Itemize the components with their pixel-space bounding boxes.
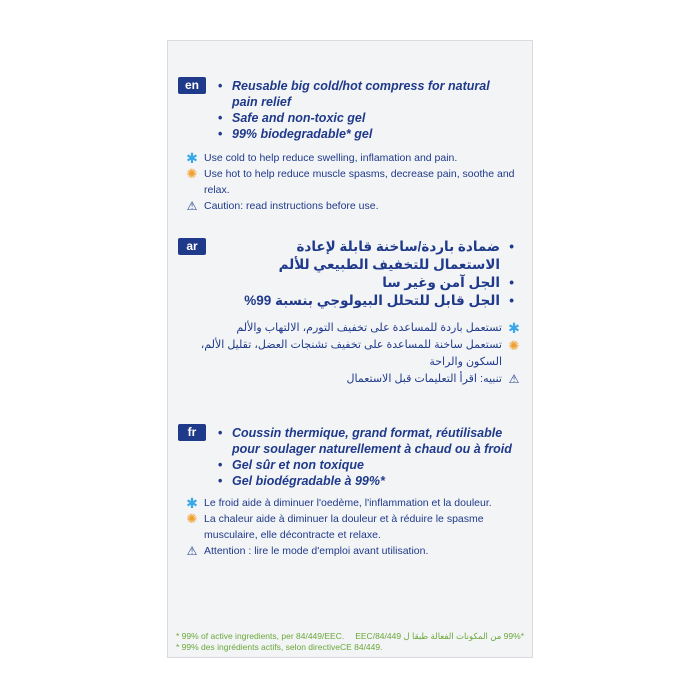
feature-list-en xyxy=(218,78,518,142)
usage-note-warning xyxy=(184,371,522,388)
feature-item: • الجل قابل للتحلل البيولوجي بنسبة 99% xyxy=(234,292,514,310)
warning-triangle-icon: ⚠ xyxy=(508,372,520,386)
note-text: تستعمل باردة للمساعدة على تخفيف التورم، الالتهاب والألم xyxy=(236,322,502,334)
language-badge-en: en xyxy=(178,77,206,94)
usage-notes-ar xyxy=(184,320,522,388)
warning-triangle-icon: ⚠ xyxy=(186,199,198,213)
footnote-fr: * 99% des ingrédients actifs, selon directiveCE 84/449. xyxy=(176,642,383,652)
snowflake-icon: ✱ xyxy=(186,150,198,166)
usage-note-hot xyxy=(184,337,522,371)
feature-item: • Safe and non-toxic gel xyxy=(218,110,518,126)
feature-item: • Reusable big cold/hot compress for natural pain relief xyxy=(218,78,518,110)
note-text: Use cold to help reduce swelling, inflamation and pain. xyxy=(204,152,458,164)
feature-list-fr xyxy=(218,425,522,489)
package-card xyxy=(167,40,533,658)
usage-note-cold xyxy=(184,320,522,337)
note-text: Le froid aide à diminuer l'oedème, l'inflammation et la douleur. xyxy=(204,497,492,509)
feature-list-ar xyxy=(234,238,514,310)
feature-item: • Gel biodégradable à 99%* xyxy=(218,473,522,489)
feature-item: • Gel sûr et non toxique xyxy=(218,457,522,473)
feature-item: • الجل آمن وغير سا xyxy=(234,274,514,292)
usage-note-warning xyxy=(184,543,522,559)
usage-note-cold xyxy=(184,150,518,166)
note-text: تستعمل ساخنة للمساعدة على تخفيف تشنجات العضل، تقليل الألم، السكون والراحة xyxy=(200,339,502,368)
footnote-en: * 99% of active ingredients, per 84/449/EEC. xyxy=(176,631,345,641)
snowflake-icon: ✱ xyxy=(186,495,198,511)
language-badge-ar: ar xyxy=(178,238,206,255)
note-text: Caution: read instructions before use. xyxy=(204,200,379,212)
feature-item: • ضمادة باردة/ساخنة قابلة لإعادة الاستعمال للتخفيف الطبيعي للألم xyxy=(234,238,514,274)
feature-item: • Coussin thermique, grand format, réutilisable pour soulager naturellement à chaud ou à froid xyxy=(218,425,522,457)
usage-note-cold xyxy=(184,495,522,511)
warning-triangle-icon: ⚠ xyxy=(186,544,198,558)
note-text: Attention : lire le mode d'emploi avant utilisation. xyxy=(204,545,429,557)
note-text: La chaleur aide à diminuer la douleur et à réduire le spasme musculaire, elle décontracte et relaxe. xyxy=(204,513,484,541)
usage-notes-fr xyxy=(184,495,522,559)
footnote-ar: *99% من المكونات الفعالة طبقا ل 84/449/EEC xyxy=(355,631,524,641)
snowflake-icon: ✱ xyxy=(508,320,520,336)
usage-note-warning xyxy=(184,198,518,214)
usage-notes-en xyxy=(184,150,518,214)
usage-note-hot xyxy=(184,511,522,543)
usage-note-hot xyxy=(184,166,518,198)
footnotes xyxy=(176,631,524,653)
sun-icon: ✺ xyxy=(186,511,198,526)
sun-icon: ✺ xyxy=(186,166,198,181)
note-text: تنبيه: اقرأ التعليمات قبل الاستعمال xyxy=(346,373,502,385)
sun-icon: ✺ xyxy=(508,338,520,353)
feature-item: • 99% biodegradable* gel xyxy=(218,126,518,142)
language-badge-fr: fr xyxy=(178,424,206,441)
note-text: Use hot to help reduce muscle spasms, decrease pain, soothe and relax. xyxy=(204,168,515,196)
